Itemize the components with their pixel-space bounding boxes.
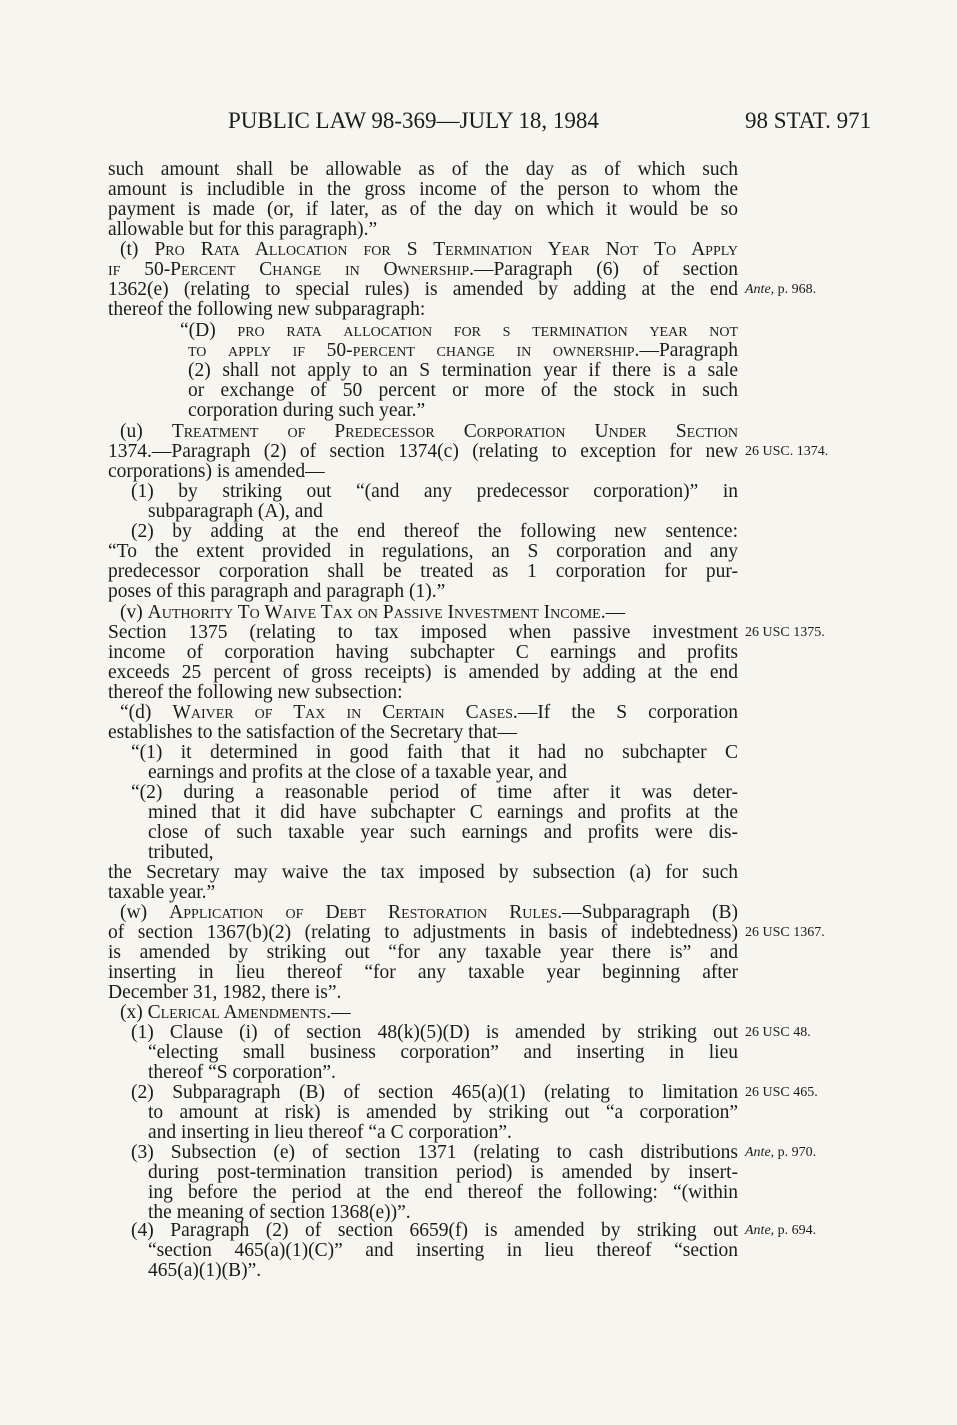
text-line xyxy=(120,1003,738,1023)
margin-note xyxy=(745,442,828,462)
text-line xyxy=(120,903,738,923)
text-line xyxy=(108,462,738,482)
text-segment: taxable year.” xyxy=(108,882,216,903)
small-caps-heading: Application of Debt Restoration Rules. xyxy=(169,902,563,923)
text-segment: allowable but for this paragraph).” xyxy=(108,219,378,240)
small-caps-heading: Clerical Amendments. xyxy=(147,1002,332,1023)
text-segment: —Subparagraph (B) xyxy=(562,902,739,923)
text-line xyxy=(108,943,738,963)
text-line xyxy=(120,703,738,723)
small-caps-heading: Authority To Waive Tax on Passive Investment Income. xyxy=(147,602,606,623)
text-line xyxy=(108,160,738,180)
margin-note-text: p. 970. xyxy=(774,1145,817,1160)
text-line xyxy=(108,863,738,883)
text-line xyxy=(131,522,738,542)
text-line xyxy=(108,280,738,300)
text-segment: “electing small business corporation” and inserting in lieu xyxy=(148,1042,738,1063)
text-segment: —If the S corporation xyxy=(517,702,738,723)
text-segment: (1) Clause (i) of section 48(k)(5)(D) is amended by striking out xyxy=(131,1022,738,1043)
text-line xyxy=(148,1043,738,1063)
text-segment: (v) xyxy=(120,602,148,623)
text-line xyxy=(188,341,738,361)
text-segment: —Paragraph (6) of section xyxy=(474,259,738,280)
text-line xyxy=(120,422,738,442)
text-line xyxy=(148,763,738,783)
text-segment: (2) shall not apply to an S termination year if there is a sale xyxy=(188,360,738,381)
text-segment: ing before the period at the end thereof the following: “(within xyxy=(148,1182,738,1203)
text-segment: (3) Subsection (e) of section 1371 (relating to cash distributions xyxy=(131,1142,738,1163)
text-segment: thereof the following new subparagraph: xyxy=(108,299,426,320)
text-line xyxy=(131,783,738,803)
text-segment: Section 1375 (relating to tax imposed when passive investment xyxy=(108,622,738,643)
text-segment: 465(a)(1)(B)”. xyxy=(148,1260,262,1281)
margin-note xyxy=(745,1143,816,1163)
text-segment: and inserting in lieu thereof “a C corporation”. xyxy=(148,1122,512,1143)
text-segment: close of such taxable year such earnings and profits were dis- xyxy=(148,822,738,843)
text-line xyxy=(108,883,738,903)
margin-note xyxy=(745,1083,818,1103)
page-number: 98 STAT. 971 xyxy=(745,108,872,133)
text-line xyxy=(148,1103,738,1123)
margin-note-text: 26 USC. 1374. xyxy=(745,444,829,459)
text-segment: inserting in lieu thereof “for any taxable year beginning after xyxy=(108,962,738,983)
text-line xyxy=(120,240,738,260)
text-line xyxy=(188,381,738,401)
text-segment: December 31, 1982, there is”. xyxy=(108,982,342,1003)
text-segment: (2) by adding at the end thereof the following new sentence: xyxy=(131,521,738,542)
text-line xyxy=(108,220,738,240)
text-line xyxy=(131,1083,738,1103)
text-segment: “(1) it determined in good faith that it had no subchapter C xyxy=(131,742,738,763)
text-segment: corporation during such year.” xyxy=(188,400,426,421)
text-segment: tributed, xyxy=(148,842,214,863)
text-segment: the meaning of section 1368(e))”. xyxy=(148,1202,411,1223)
small-caps-heading: if 50-Percent Change in Ownership. xyxy=(108,259,474,280)
text-segment: (t) xyxy=(120,239,155,260)
text-line xyxy=(148,1241,738,1261)
running-header-title: PUBLIC LAW 98-369—JULY 18, 1984 xyxy=(228,108,599,133)
text-line xyxy=(108,542,738,562)
margin-note-text: 26 USC 48. xyxy=(745,1025,811,1040)
text-segment: payment is made (or, if later, as of the day on which it would be so xyxy=(108,199,738,220)
small-caps-heading: Waiver of Tax in Certain Cases. xyxy=(172,702,518,723)
margin-note xyxy=(745,1023,811,1043)
text-line xyxy=(148,1183,738,1203)
text-line xyxy=(148,1063,738,1083)
text-segment: — xyxy=(331,1002,351,1023)
text-segment: predecessor corporation shall be treated as 1 corporation for pur- xyxy=(108,561,738,582)
text-segment: (2) Subparagraph (B) of section 465(a)(1) (relating to limitation xyxy=(131,1082,738,1103)
text-line xyxy=(108,300,738,320)
text-line xyxy=(131,1221,738,1241)
text-segment: or exchange of 50 percent or more of the stock in such xyxy=(188,380,738,401)
text-line xyxy=(131,743,738,763)
text-segment: is amended by striking out “for any taxable year there is” and xyxy=(108,942,738,963)
small-caps-heading: Pro Rata Allocation for S Termination Year Not To Apply xyxy=(154,239,738,260)
text-line xyxy=(108,663,738,683)
small-caps-heading: pro rata allocation for s termination year not xyxy=(237,320,738,341)
text-segment: (w) xyxy=(120,902,170,923)
text-segment: “(d) xyxy=(120,702,173,723)
text-segment: — xyxy=(605,602,626,623)
text-line xyxy=(148,803,738,823)
text-line xyxy=(148,823,738,843)
margin-note xyxy=(745,280,816,300)
text-segment: 1362(e) (relating to special rules) is amended by adding at the end xyxy=(108,279,738,300)
text-segment: the Secretary may waive the tax imposed by subsection (a) for such xyxy=(108,862,738,883)
text-segment: to amount at risk) is amended by striking out “a corporation” xyxy=(148,1102,738,1123)
margin-note-text: p. 968. xyxy=(774,282,817,297)
text-segment: earnings and profits at the close of a taxable year, and xyxy=(148,762,567,783)
text-segment: (1) by striking out “(and any predecessor corporation)” in xyxy=(131,481,738,502)
text-segment: —Paragraph xyxy=(639,340,738,361)
text-line xyxy=(108,683,738,703)
text-line xyxy=(148,502,738,522)
text-line xyxy=(120,603,738,623)
text-line xyxy=(108,562,738,582)
text-segment: during post-termination transition period) is amended by insert- xyxy=(148,1162,738,1183)
text-segment: of section 1367(b)(2) (relating to adjustments in basis of indebtedness) xyxy=(108,922,738,943)
margin-note-italic: Ante, xyxy=(745,1223,775,1238)
text-line xyxy=(108,200,738,220)
text-segment: subparagraph (A), and xyxy=(148,501,323,522)
margin-note-text: p. 694. xyxy=(774,1223,817,1238)
text-line xyxy=(108,643,738,663)
text-segment: “section 465(a)(1)(C)” and inserting in lieu thereof “section xyxy=(148,1240,738,1261)
text-line xyxy=(188,361,738,381)
margin-note-text: 26 USC 465. xyxy=(745,1085,818,1100)
text-line xyxy=(108,623,738,643)
text-line xyxy=(131,482,738,502)
text-segment: income of corporation having subchapter C earnings and profits xyxy=(108,642,738,663)
margin-note-italic: Ante, xyxy=(745,1145,775,1160)
text-line xyxy=(131,1023,738,1043)
text-line xyxy=(108,260,738,280)
text-segment: (u) xyxy=(120,421,172,442)
text-line xyxy=(131,1143,738,1163)
text-line xyxy=(148,1123,738,1143)
text-segment: amount is includible in the gross income of the person to whom the xyxy=(108,179,738,200)
text-line xyxy=(148,1163,738,1183)
text-line xyxy=(180,321,738,341)
text-line xyxy=(108,963,738,983)
text-segment: poses of this paragraph and paragraph (1).” xyxy=(108,581,446,602)
text-segment: (x) xyxy=(120,1002,148,1023)
text-segment: exceeds 25 percent of gross receipts) is amended by adding at the end xyxy=(108,662,738,683)
margin-note xyxy=(745,1221,816,1241)
text-segment: “(2) during a reasonable period of time after it was deter- xyxy=(131,782,738,803)
text-segment: thereof “S corporation”. xyxy=(148,1062,336,1083)
text-line xyxy=(108,923,738,943)
text-segment: establishes to the satisfaction of the Secretary that— xyxy=(108,722,517,743)
text-segment: thereof the following new subsection: xyxy=(108,682,403,703)
margin-note xyxy=(745,623,825,643)
text-segment: such amount shall be allowable as of the day as of which such xyxy=(108,159,738,180)
text-segment: (4) Paragraph (2) of section 6659(f) is amended by striking out xyxy=(131,1220,738,1241)
small-caps-heading: to apply if 50-percent change in ownership. xyxy=(188,340,640,361)
small-caps-heading: Treatment of Predecessor Corporation Under Section xyxy=(171,421,738,442)
margin-note xyxy=(745,923,825,943)
text-segment: corporations) is amended— xyxy=(108,461,325,482)
margin-note-text: 26 USC 1367. xyxy=(745,925,825,940)
text-line xyxy=(108,442,738,462)
text-segment: mined that it did have subchapter C earnings and profits at the xyxy=(148,802,738,823)
text-line xyxy=(108,582,738,602)
text-line xyxy=(148,1261,738,1281)
text-line xyxy=(108,180,738,200)
margin-note-italic: Ante, xyxy=(745,282,775,297)
text-line xyxy=(148,843,738,863)
text-segment: “(D) xyxy=(180,320,238,341)
text-segment: “To the extent provided in regulations, an S corporation and any xyxy=(108,541,738,562)
text-segment: 1374.—Paragraph (2) of section 1374(c) (relating to exception for new xyxy=(108,441,738,462)
text-line xyxy=(108,723,738,743)
text-line xyxy=(108,983,738,1003)
margin-note-text: 26 USC 1375. xyxy=(745,625,825,640)
text-line xyxy=(188,401,738,421)
